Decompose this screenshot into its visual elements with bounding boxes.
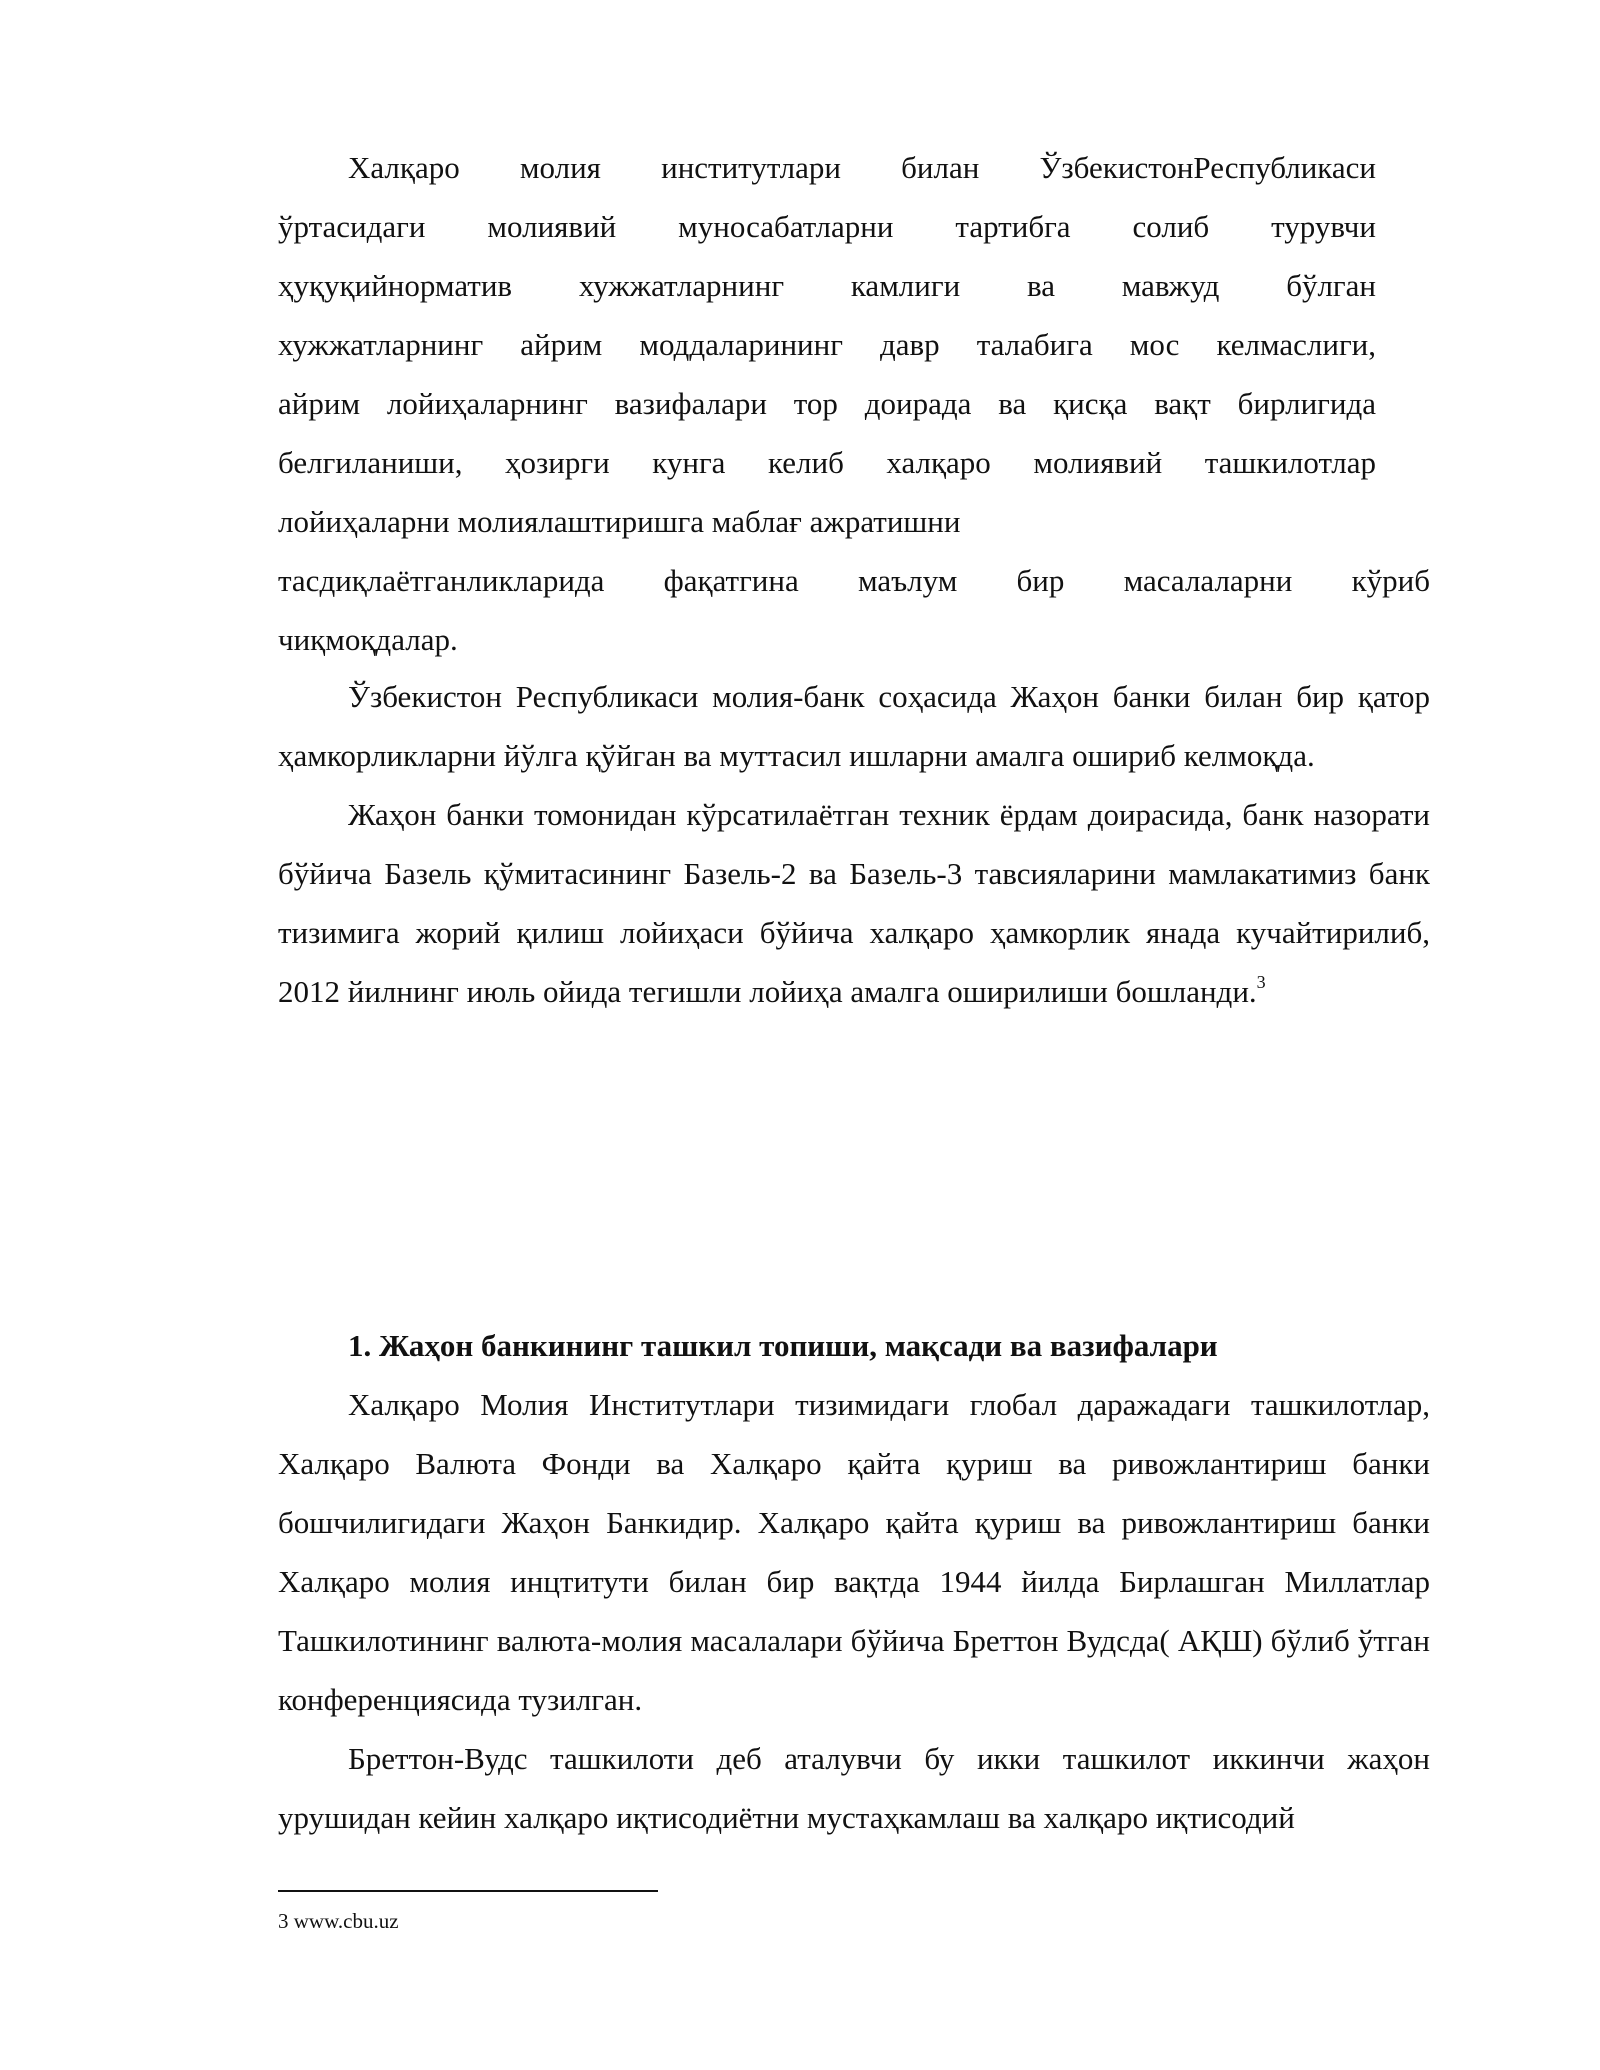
paragraph-line: белгиланиши, ҳозирги кунга келиб халқаро молиявий ташкилотлар <box>278 445 1376 480</box>
footnote: 3 www.cbu.uz <box>278 1909 399 1933</box>
body-text-bottom <box>278 1375 1430 1847</box>
footnote-reference[interactable]: 3 <box>1256 972 1266 992</box>
section-heading: 1. Жаҳон банкининг ташкил топиши, мақсади ва вазифалари <box>348 1328 1218 1363</box>
paragraph-cooperation: Ўзбекистон Республикаси молия-банк соҳасида Жаҳон банки билан бир қатор ҳамкорликларни йўлга қўйган ва муттасил ишларни амалга ошириб келмоқда. <box>278 679 1430 773</box>
paragraph-line: ўртасидаги молиявий муносабатларни тартибга солиб турувчи <box>278 209 1376 244</box>
paragraph-world-bank: Халқаро Молия Институтлари тизимидаги глобал даражадаги ташкилотлар, Халқаро Валюта Фонди ва Халқаро қайта қуриш ва ривожлантириш банки бошчилигидаги Жаҳон Банкидир. Халқаро қайта қуриш ва ривожлантириш банки Халқаро молия инцтитути билан бир вақтда 1944 йилда Бирлашган Миллатлар Ташкилотининг валюта-молия масалалари бўйича Бреттон Вудсда( АҚШ) бўлиб ўтган конференциясида тузилган. <box>278 1387 1430 1717</box>
paragraph-bretton-woods: Бреттон-Вудс ташкилоти деб аталувчи бу икки ташкилот иккинчи жаҳон урушидан кейин халқаро иқтисодиётни мустаҳкамлаш ва халқаро иқтисодий <box>278 1741 1430 1835</box>
paragraph-line: чиқмоқдалар. <box>278 622 458 657</box>
paragraph-line: ҳуқуқийнорматив хужжатларнинг камлиги ва мавжуд бўлган <box>278 268 1376 303</box>
paragraph-intro <box>278 138 1430 669</box>
paragraph-basel <box>278 785 1430 1021</box>
body-text-middle <box>278 667 1430 1021</box>
paragraph-basel-text: Жаҳон банки томонидан кўрсатилаётган техник ёрдам доирасида, банк назорати бўйича Базель қўмитасининг Базель-2 ва Базель-3 тавсияларини мамлакатимиз банк тизимига жорий қилиш лойиҳаси бўйича халқаро ҳамкорлик янада кучайтирилиб, 2012 йилнинг июль ойида тегишли лойиҳа амалга оширилиши бошланди. <box>278 797 1430 1009</box>
paragraph-line: хужжатларнинг айрим моддаларининг давр талабига мос келмаслиги, <box>278 327 1376 362</box>
paragraph-line: тасдиқлаётганликларида фақатгина маълум бир масалаларни кўриб <box>278 563 1430 598</box>
paragraph-line: айрим лойиҳаларнинг вазифалари тор доирада ва қисқа вақт бирлигида <box>278 386 1376 421</box>
footnote-separator <box>278 1890 658 1892</box>
paragraph-line: Халқаро молия институтлари билан ЎзбекистонРеспубликаси <box>348 150 1376 185</box>
paragraph-line: лойиҳаларни молиялаштиришга маблағ ажратишни <box>278 504 961 539</box>
